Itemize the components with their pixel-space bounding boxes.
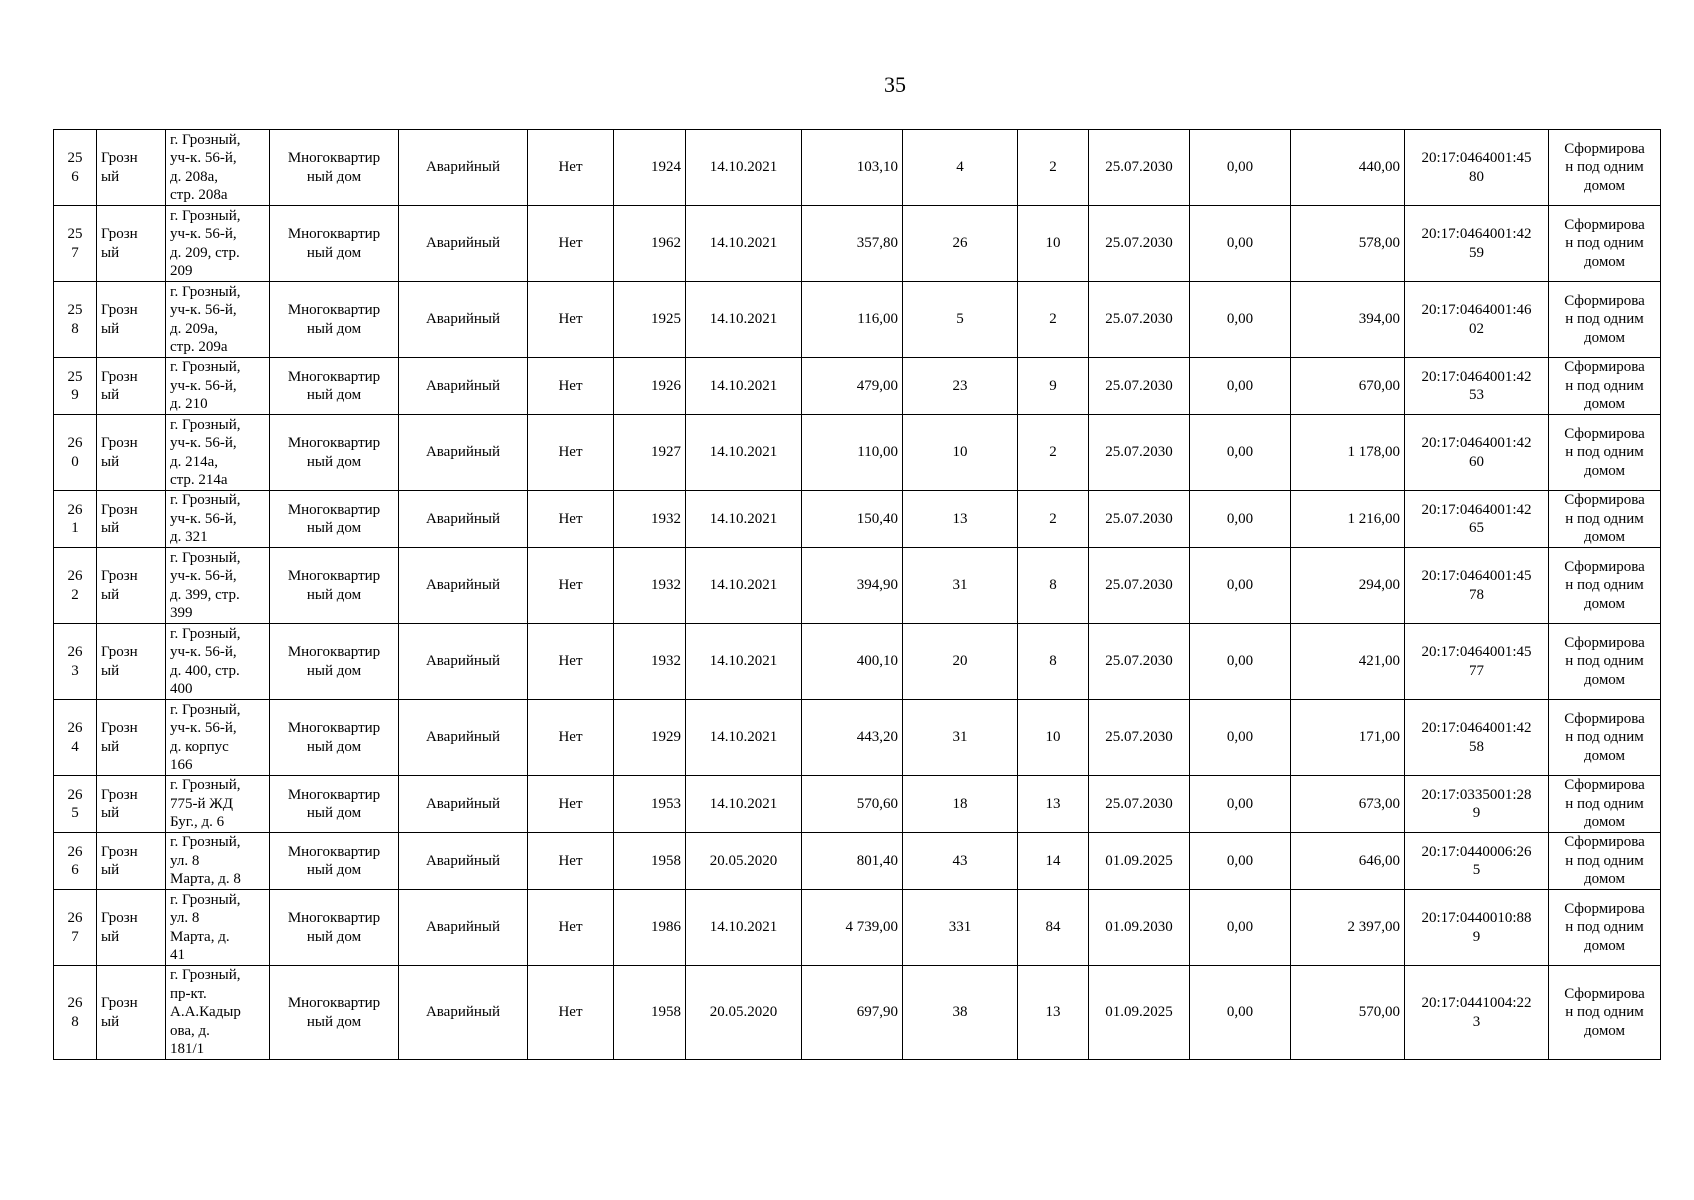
cell-value-2: 171,00 (1291, 700, 1405, 776)
cell-row-number: 25 7 (54, 206, 97, 282)
cell-residents-count: 10 (903, 415, 1018, 491)
cell-condition: Аварийный (399, 966, 528, 1060)
cell-building-type: Многоквартир ный дом (270, 776, 399, 833)
cell-condition: Аварийный (399, 415, 528, 491)
cell-municipality: Грозн ый (97, 415, 166, 491)
cell-resettlement-deadline: 25.07.2030 (1089, 491, 1190, 548)
cell-residents-count: 5 (903, 282, 1018, 358)
cell-area: 150,40 (802, 491, 903, 548)
cell-row-number: 26 6 (54, 833, 97, 890)
cell-address: г. Грозный, уч-к. 56-й, д. 321 (166, 491, 270, 548)
cell-municipality: Грозн ый (97, 358, 166, 415)
cell-construction-year: 1958 (614, 966, 686, 1060)
cell-resettlement-deadline: 25.07.2030 (1089, 548, 1190, 624)
cell-area: 443,20 (802, 700, 903, 776)
table-row (54, 624, 1661, 700)
cell-row-number: 25 9 (54, 358, 97, 415)
cell-construction-year: 1927 (614, 415, 686, 491)
cell-building-type: Многоквартир ный дом (270, 491, 399, 548)
cell-recognition-date: 14.10.2021 (686, 206, 802, 282)
cell-resettlement-deadline: 25.07.2030 (1089, 700, 1190, 776)
cell-address: г. Грозный, уч-к. 56-й, д. 210 (166, 358, 270, 415)
cell-note: Сформирова н под одним домом (1549, 890, 1661, 966)
cell-residents-count: 31 (903, 700, 1018, 776)
cell-condition: Аварийный (399, 358, 528, 415)
cell-value-1: 0,00 (1190, 700, 1291, 776)
cell-cadastral-number: 20:17:0464001:45 77 (1405, 624, 1549, 700)
cell-row-number: 26 8 (54, 966, 97, 1060)
cell-value-1: 0,00 (1190, 491, 1291, 548)
cell-address: г. Грозный, ул. 8 Марта, д. 8 (166, 833, 270, 890)
cell-row-number: 26 4 (54, 700, 97, 776)
cell-municipality: Грозн ый (97, 130, 166, 206)
cell-construction-year: 1958 (614, 833, 686, 890)
cell-area: 116,00 (802, 282, 903, 358)
cell-area: 801,40 (802, 833, 903, 890)
cell-recognition-date: 14.10.2021 (686, 548, 802, 624)
cell-cadastral-number: 20:17:0464001:42 60 (1405, 415, 1549, 491)
cell-municipality: Грозн ый (97, 833, 166, 890)
cell-apartments-count: 14 (1018, 833, 1089, 890)
housing-registry-table (53, 129, 1661, 1060)
cell-municipality: Грозн ый (97, 282, 166, 358)
cell-recognition-date: 14.10.2021 (686, 130, 802, 206)
page-number: 35 (884, 72, 906, 97)
cell-address: г. Грозный, 775-й ЖД Буг., д. 6 (166, 776, 270, 833)
cell-residents-count: 331 (903, 890, 1018, 966)
cell-value-2: 673,00 (1291, 776, 1405, 833)
cell-resettlement-deadline: 25.07.2030 (1089, 206, 1190, 282)
cell-cadastral-number: 20:17:0464001:42 59 (1405, 206, 1549, 282)
table-row (54, 206, 1661, 282)
cell-cadastral-number: 20:17:0464001:42 65 (1405, 491, 1549, 548)
cell-apartments-count: 9 (1018, 358, 1089, 415)
cell-area: 110,00 (802, 415, 903, 491)
cell-recognition-date: 20.05.2020 (686, 966, 802, 1060)
cell-resettlement-deadline: 01.09.2030 (1089, 890, 1190, 966)
cell-area: 103,10 (802, 130, 903, 206)
cell-flag: Нет (528, 624, 614, 700)
cell-building-type: Многоквартир ный дом (270, 890, 399, 966)
cell-row-number: 26 3 (54, 624, 97, 700)
cell-flag: Нет (528, 415, 614, 491)
table-body (54, 130, 1661, 1060)
cell-flag: Нет (528, 358, 614, 415)
cell-note: Сформирова н под одним домом (1549, 491, 1661, 548)
cell-cadastral-number: 20:17:0440010:88 9 (1405, 890, 1549, 966)
cell-address: г. Грозный, уч-к. 56-й, д. корпус 166 (166, 700, 270, 776)
cell-row-number: 25 8 (54, 282, 97, 358)
cell-municipality: Грозн ый (97, 624, 166, 700)
cell-value-1: 0,00 (1190, 890, 1291, 966)
cell-cadastral-number: 20:17:0440006:26 5 (1405, 833, 1549, 890)
cell-note: Сформирова н под одним домом (1549, 833, 1661, 890)
table-row (54, 966, 1661, 1060)
cell-value-1: 0,00 (1190, 415, 1291, 491)
cell-apartments-count: 10 (1018, 206, 1089, 282)
cell-flag: Нет (528, 491, 614, 548)
cell-area: 4 739,00 (802, 890, 903, 966)
table-row (54, 890, 1661, 966)
cell-value-2: 440,00 (1291, 130, 1405, 206)
table-row (54, 833, 1661, 890)
table-row (54, 491, 1661, 548)
cell-recognition-date: 14.10.2021 (686, 415, 802, 491)
cell-value-2: 670,00 (1291, 358, 1405, 415)
cell-recognition-date: 14.10.2021 (686, 491, 802, 548)
cell-resettlement-deadline: 01.09.2025 (1089, 833, 1190, 890)
cell-note: Сформирова н под одним домом (1549, 206, 1661, 282)
cell-construction-year: 1932 (614, 491, 686, 548)
cell-resettlement-deadline: 25.07.2030 (1089, 415, 1190, 491)
cell-value-2: 578,00 (1291, 206, 1405, 282)
cell-value-2: 646,00 (1291, 833, 1405, 890)
cell-condition: Аварийный (399, 833, 528, 890)
cell-area: 697,90 (802, 966, 903, 1060)
cell-value-2: 570,00 (1291, 966, 1405, 1060)
cell-resettlement-deadline: 25.07.2030 (1089, 358, 1190, 415)
cell-recognition-date: 14.10.2021 (686, 890, 802, 966)
cell-municipality: Грозн ый (97, 776, 166, 833)
cell-row-number: 26 0 (54, 415, 97, 491)
cell-recognition-date: 14.10.2021 (686, 282, 802, 358)
cell-municipality: Грозн ый (97, 966, 166, 1060)
cell-area: 400,10 (802, 624, 903, 700)
cell-value-1: 0,00 (1190, 548, 1291, 624)
cell-residents-count: 26 (903, 206, 1018, 282)
cell-cadastral-number: 20:17:0464001:46 02 (1405, 282, 1549, 358)
cell-value-1: 0,00 (1190, 776, 1291, 833)
cell-recognition-date: 14.10.2021 (686, 700, 802, 776)
cell-value-1: 0,00 (1190, 282, 1291, 358)
cell-flag: Нет (528, 966, 614, 1060)
cell-recognition-date: 14.10.2021 (686, 358, 802, 415)
cell-apartments-count: 2 (1018, 282, 1089, 358)
cell-value-1: 0,00 (1190, 358, 1291, 415)
cell-address: г. Грозный, уч-к. 56-й, д. 399, стр. 399 (166, 548, 270, 624)
cell-condition: Аварийный (399, 282, 528, 358)
cell-building-type: Многоквартир ный дом (270, 700, 399, 776)
cell-building-type: Многоквартир ный дом (270, 624, 399, 700)
cell-recognition-date: 14.10.2021 (686, 624, 802, 700)
cell-construction-year: 1932 (614, 624, 686, 700)
cell-area: 357,80 (802, 206, 903, 282)
cell-resettlement-deadline: 25.07.2030 (1089, 624, 1190, 700)
cell-construction-year: 1926 (614, 358, 686, 415)
cell-area: 394,90 (802, 548, 903, 624)
cell-municipality: Грозн ый (97, 491, 166, 548)
cell-residents-count: 31 (903, 548, 1018, 624)
cell-value-1: 0,00 (1190, 966, 1291, 1060)
cell-building-type: Многоквартир ный дом (270, 548, 399, 624)
cell-municipality: Грозн ый (97, 548, 166, 624)
cell-construction-year: 1962 (614, 206, 686, 282)
cell-area: 570,60 (802, 776, 903, 833)
table-row (54, 282, 1661, 358)
table-row (54, 130, 1661, 206)
cell-residents-count: 4 (903, 130, 1018, 206)
cell-note: Сформирова н под одним домом (1549, 624, 1661, 700)
cell-condition: Аварийный (399, 491, 528, 548)
cell-flag: Нет (528, 700, 614, 776)
table-row (54, 776, 1661, 833)
cell-cadastral-number: 20:17:0464001:45 80 (1405, 130, 1549, 206)
table-row (54, 548, 1661, 624)
cell-flag: Нет (528, 206, 614, 282)
cell-residents-count: 43 (903, 833, 1018, 890)
cell-building-type: Многоквартир ный дом (270, 358, 399, 415)
cell-value-2: 421,00 (1291, 624, 1405, 700)
cell-resettlement-deadline: 25.07.2030 (1089, 282, 1190, 358)
cell-resettlement-deadline: 25.07.2030 (1089, 130, 1190, 206)
cell-municipality: Грозн ый (97, 206, 166, 282)
cell-apartments-count: 13 (1018, 966, 1089, 1060)
cell-note: Сформирова н под одним домом (1549, 282, 1661, 358)
cell-flag: Нет (528, 890, 614, 966)
cell-building-type: Многоквартир ный дом (270, 282, 399, 358)
cell-address: г. Грозный, уч-к. 56-й, д. 209, стр. 209 (166, 206, 270, 282)
cell-building-type: Многоквартир ный дом (270, 206, 399, 282)
cell-row-number: 26 5 (54, 776, 97, 833)
cell-value-2: 1 178,00 (1291, 415, 1405, 491)
table-row (54, 415, 1661, 491)
table-row (54, 700, 1661, 776)
cell-apartments-count: 2 (1018, 415, 1089, 491)
cell-note: Сформирова н под одним домом (1549, 966, 1661, 1060)
cell-flag: Нет (528, 548, 614, 624)
cell-condition: Аварийный (399, 130, 528, 206)
cell-municipality: Грозн ый (97, 890, 166, 966)
cell-value-1: 0,00 (1190, 206, 1291, 282)
cell-condition: Аварийный (399, 548, 528, 624)
cell-recognition-date: 20.05.2020 (686, 833, 802, 890)
cell-apartments-count: 13 (1018, 776, 1089, 833)
cell-flag: Нет (528, 833, 614, 890)
cell-address: г. Грозный, уч-к. 56-й, д. 400, стр. 400 (166, 624, 270, 700)
cell-residents-count: 20 (903, 624, 1018, 700)
cell-cadastral-number: 20:17:0441004:22 3 (1405, 966, 1549, 1060)
cell-value-2: 394,00 (1291, 282, 1405, 358)
cell-address: г. Грозный, ул. 8 Марта, д. 41 (166, 890, 270, 966)
cell-row-number: 25 6 (54, 130, 97, 206)
cell-note: Сформирова н под одним домом (1549, 130, 1661, 206)
cell-apartments-count: 2 (1018, 491, 1089, 548)
cell-residents-count: 18 (903, 776, 1018, 833)
cell-address: г. Грозный, уч-к. 56-й, д. 209а, стр. 209а (166, 282, 270, 358)
cell-address: г. Грозный, пр-кт. А.А.Кадыр ова, д. 181/1 (166, 966, 270, 1060)
cell-note: Сформирова н под одним домом (1549, 776, 1661, 833)
cell-apartments-count: 10 (1018, 700, 1089, 776)
cell-note: Сформирова н под одним домом (1549, 700, 1661, 776)
cell-note: Сформирова н под одним домом (1549, 358, 1661, 415)
cell-condition: Аварийный (399, 890, 528, 966)
cell-building-type: Многоквартир ный дом (270, 415, 399, 491)
cell-row-number: 26 1 (54, 491, 97, 548)
cell-apartments-count: 8 (1018, 548, 1089, 624)
cell-residents-count: 23 (903, 358, 1018, 415)
cell-note: Сформирова н под одним домом (1549, 415, 1661, 491)
cell-cadastral-number: 20:17:0464001:45 78 (1405, 548, 1549, 624)
cell-construction-year: 1924 (614, 130, 686, 206)
cell-area: 479,00 (802, 358, 903, 415)
cell-value-1: 0,00 (1190, 833, 1291, 890)
cell-condition: Аварийный (399, 206, 528, 282)
cell-value-1: 0,00 (1190, 624, 1291, 700)
cell-flag: Нет (528, 776, 614, 833)
cell-cadastral-number: 20:17:0335001:28 9 (1405, 776, 1549, 833)
cell-value-2: 1 216,00 (1291, 491, 1405, 548)
cell-address: г. Грозный, уч-к. 56-й, д. 208а, стр. 208а (166, 130, 270, 206)
cell-construction-year: 1953 (614, 776, 686, 833)
cell-building-type: Многоквартир ный дом (270, 130, 399, 206)
cell-flag: Нет (528, 282, 614, 358)
cell-construction-year: 1925 (614, 282, 686, 358)
cell-row-number: 26 2 (54, 548, 97, 624)
cell-cadastral-number: 20:17:0464001:42 53 (1405, 358, 1549, 415)
cell-building-type: Многоквартир ный дом (270, 833, 399, 890)
cell-value-2: 294,00 (1291, 548, 1405, 624)
cell-recognition-date: 14.10.2021 (686, 776, 802, 833)
cell-apartments-count: 84 (1018, 890, 1089, 966)
cell-apartments-count: 2 (1018, 130, 1089, 206)
cell-flag: Нет (528, 130, 614, 206)
cell-building-type: Многоквартир ный дом (270, 966, 399, 1060)
cell-condition: Аварийный (399, 624, 528, 700)
cell-apartments-count: 8 (1018, 624, 1089, 700)
cell-cadastral-number: 20:17:0464001:42 58 (1405, 700, 1549, 776)
cell-construction-year: 1929 (614, 700, 686, 776)
table-row (54, 358, 1661, 415)
cell-condition: Аварийный (399, 776, 528, 833)
cell-note: Сформирова н под одним домом (1549, 548, 1661, 624)
cell-row-number: 26 7 (54, 890, 97, 966)
cell-construction-year: 1986 (614, 890, 686, 966)
cell-address: г. Грозный, уч-к. 56-й, д. 214а, стр. 214а (166, 415, 270, 491)
cell-resettlement-deadline: 25.07.2030 (1089, 776, 1190, 833)
cell-resettlement-deadline: 01.09.2025 (1089, 966, 1190, 1060)
cell-value-1: 0,00 (1190, 130, 1291, 206)
cell-municipality: Грозн ый (97, 700, 166, 776)
cell-construction-year: 1932 (614, 548, 686, 624)
cell-value-2: 2 397,00 (1291, 890, 1405, 966)
cell-residents-count: 13 (903, 491, 1018, 548)
cell-condition: Аварийный (399, 700, 528, 776)
cell-residents-count: 38 (903, 966, 1018, 1060)
